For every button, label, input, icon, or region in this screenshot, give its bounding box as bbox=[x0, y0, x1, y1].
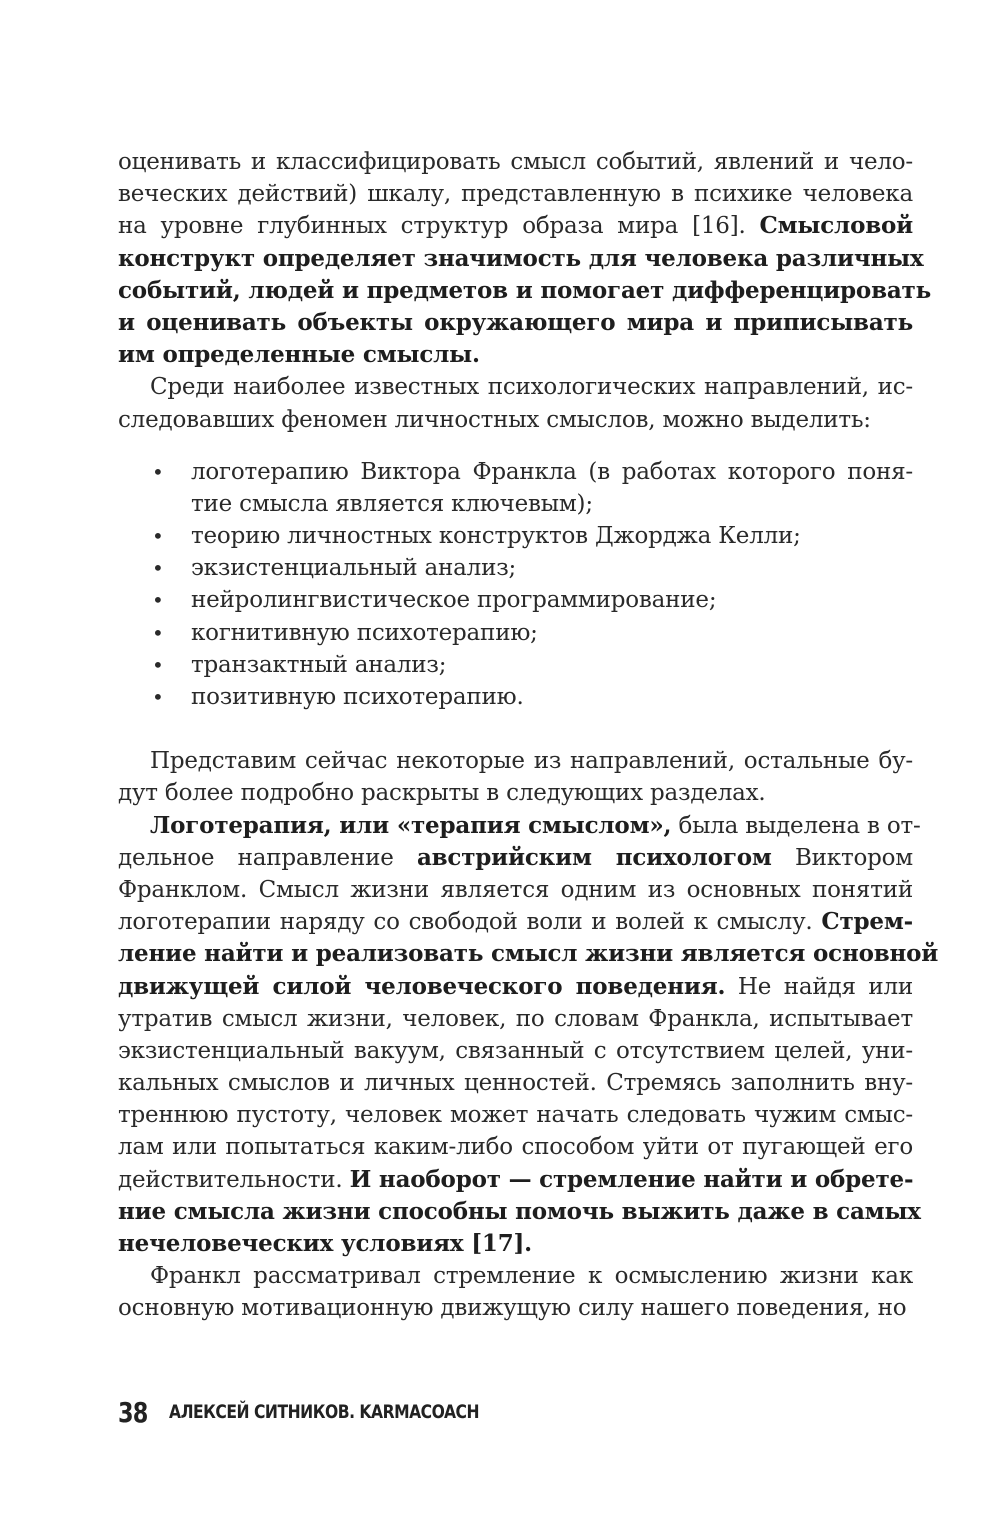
text-line bbox=[118, 243, 924, 275]
text-line bbox=[118, 307, 913, 339]
list-item bbox=[118, 552, 913, 584]
list-item bbox=[118, 584, 913, 616]
bullet-icon: • bbox=[152, 588, 164, 613]
text-line bbox=[118, 146, 913, 178]
text: основную мотивационную движущую силу нашего поведения, но bbox=[118, 1295, 907, 1322]
text-line bbox=[118, 1003, 913, 1035]
text-line bbox=[118, 906, 913, 938]
bold-text: конструкт определяет значимость для человека различных bbox=[118, 244, 924, 272]
text: дельное направление bbox=[118, 844, 417, 871]
list-item-text: тие смысла является ключевым); bbox=[191, 490, 593, 517]
text-line bbox=[118, 971, 913, 1003]
text-line bbox=[118, 1035, 913, 1067]
bullet-icon: • bbox=[152, 556, 164, 581]
bold-text: И наоборот — стремление найти и обрете- bbox=[349, 1165, 914, 1193]
text: Виктором bbox=[771, 844, 913, 871]
text-line bbox=[118, 178, 913, 210]
text: утратив смысл жизни, человек, по словам Франкла, испытывает bbox=[118, 1005, 913, 1032]
paragraph-smyslovoy-konstrukt bbox=[118, 146, 932, 371]
text-line bbox=[118, 339, 913, 371]
list-item-text: позитивную психотерапию. bbox=[191, 684, 524, 710]
list-item bbox=[118, 617, 913, 649]
book-page-body bbox=[118, 146, 939, 1325]
list-item-text: транзактный анализ; bbox=[191, 651, 447, 678]
bold-text: движущей силой человеческого поведения. bbox=[118, 972, 726, 1000]
text: Франкл рассматривал стремление к осмыслению жизни как bbox=[150, 1263, 913, 1290]
text-line bbox=[118, 1067, 913, 1099]
directions-list bbox=[118, 456, 913, 714]
bold-text: нечеловеческих условиях [17]. bbox=[118, 1230, 532, 1257]
text-line bbox=[118, 842, 913, 874]
bold-text: ние смысла жизни способны помочь выжить даже в самых bbox=[118, 1197, 921, 1225]
bullet-icon: • bbox=[152, 620, 164, 645]
bold-text: ление найти и реализовать смысл жизни является основной bbox=[118, 940, 939, 968]
bullet-icon: • bbox=[152, 685, 164, 709]
text: кальных смыслов и личных ценностей. Стремясь заполнить вну- bbox=[118, 1070, 913, 1097]
text-line bbox=[118, 938, 939, 970]
list-item-text: нейролингвистическое программирование; bbox=[191, 587, 717, 614]
list-item-text: когнитивную психотерапию; bbox=[191, 619, 538, 646]
text-line bbox=[118, 874, 913, 906]
text-line bbox=[118, 404, 913, 436]
paragraph-present-directions bbox=[118, 745, 913, 809]
text-line bbox=[118, 371, 913, 403]
bold-text: австрийским психологом bbox=[416, 843, 772, 871]
text-line bbox=[118, 1131, 913, 1163]
text: оценивать и классифицировать смысл событий, явлений и чело- bbox=[118, 149, 913, 175]
paragraph-psychological-directions bbox=[118, 371, 913, 435]
page-footer bbox=[118, 1392, 547, 1432]
list-item bbox=[118, 681, 913, 713]
list-item bbox=[118, 520, 913, 552]
text: Франклом. Смысл жизни является одним из основных понятий bbox=[118, 876, 913, 903]
paragraph-frankl-motivation bbox=[118, 1260, 913, 1324]
paragraph-logotherapy bbox=[118, 810, 939, 1261]
text: веческих действий) шкалу, представленную в психике человека bbox=[118, 181, 913, 208]
text-line bbox=[118, 210, 913, 242]
text-line bbox=[118, 1164, 913, 1196]
text: Среди наиболее известных психологических направлений, ис- bbox=[150, 374, 913, 401]
bullet-icon: • bbox=[152, 459, 164, 484]
text-line bbox=[118, 1196, 921, 1228]
text: Представим сейчас некоторые из направлений, остальные бу- bbox=[150, 748, 913, 775]
list-item-text: логотерапию Виктора Франкла (в работах которого поня- bbox=[191, 458, 913, 485]
text: на уровне глубинных структур образа мира [16]. bbox=[118, 213, 760, 240]
text: экзистенциальный вакуум, связанный с отсутствием целей, уни- bbox=[118, 1037, 913, 1064]
text-line bbox=[118, 1099, 913, 1131]
text: логотерапии наряду со свободой воли и волей к смыслу. bbox=[118, 909, 822, 936]
text-line bbox=[118, 275, 932, 307]
bold-text: Стрем- bbox=[821, 908, 913, 936]
bold-text: им определенные смыслы. bbox=[118, 341, 480, 369]
text-line bbox=[118, 777, 913, 809]
text: следовавших феномен личностных смыслов, можно выделить: bbox=[118, 406, 871, 433]
text: дут более подробно раскрыты в следующих разделах. bbox=[118, 780, 766, 807]
list-item-text: теорию личностных конструктов Джорджа Келли; bbox=[191, 523, 801, 550]
bold-text: событий, людей и предметов и помогает дифференцировать bbox=[118, 276, 932, 304]
list-item-text: экзистенциальный анализ; bbox=[191, 555, 517, 582]
page-number: 38 bbox=[118, 1395, 148, 1429]
list-item bbox=[118, 649, 913, 681]
text-line bbox=[118, 745, 913, 777]
text-line bbox=[118, 1228, 913, 1260]
bold-text: Смысловой bbox=[759, 212, 913, 240]
text-line bbox=[118, 1260, 913, 1292]
bullet-icon: • bbox=[152, 652, 164, 677]
text: лам или попытаться каким-либо способом уйти от пугающей его bbox=[118, 1134, 913, 1161]
text: Не найдя или bbox=[725, 973, 913, 1000]
bold-text: Логотерапия, или «терапия смыслом», bbox=[150, 811, 672, 839]
text-line bbox=[118, 1292, 913, 1324]
text-line bbox=[118, 810, 921, 842]
text: была выделена в от- bbox=[671, 812, 921, 839]
text: действительности. bbox=[118, 1166, 350, 1193]
text: треннюю пустоту, человек может начать следовать чужим смыс- bbox=[118, 1102, 913, 1129]
bold-text: и оценивать объекты окружающего мира и приписывать bbox=[118, 308, 913, 336]
bullet-icon: • bbox=[152, 524, 164, 549]
list-item bbox=[118, 456, 913, 520]
running-title: АЛЕКСЕЙ СИТНИКОВ. KARMACOACH bbox=[168, 1401, 479, 1423]
